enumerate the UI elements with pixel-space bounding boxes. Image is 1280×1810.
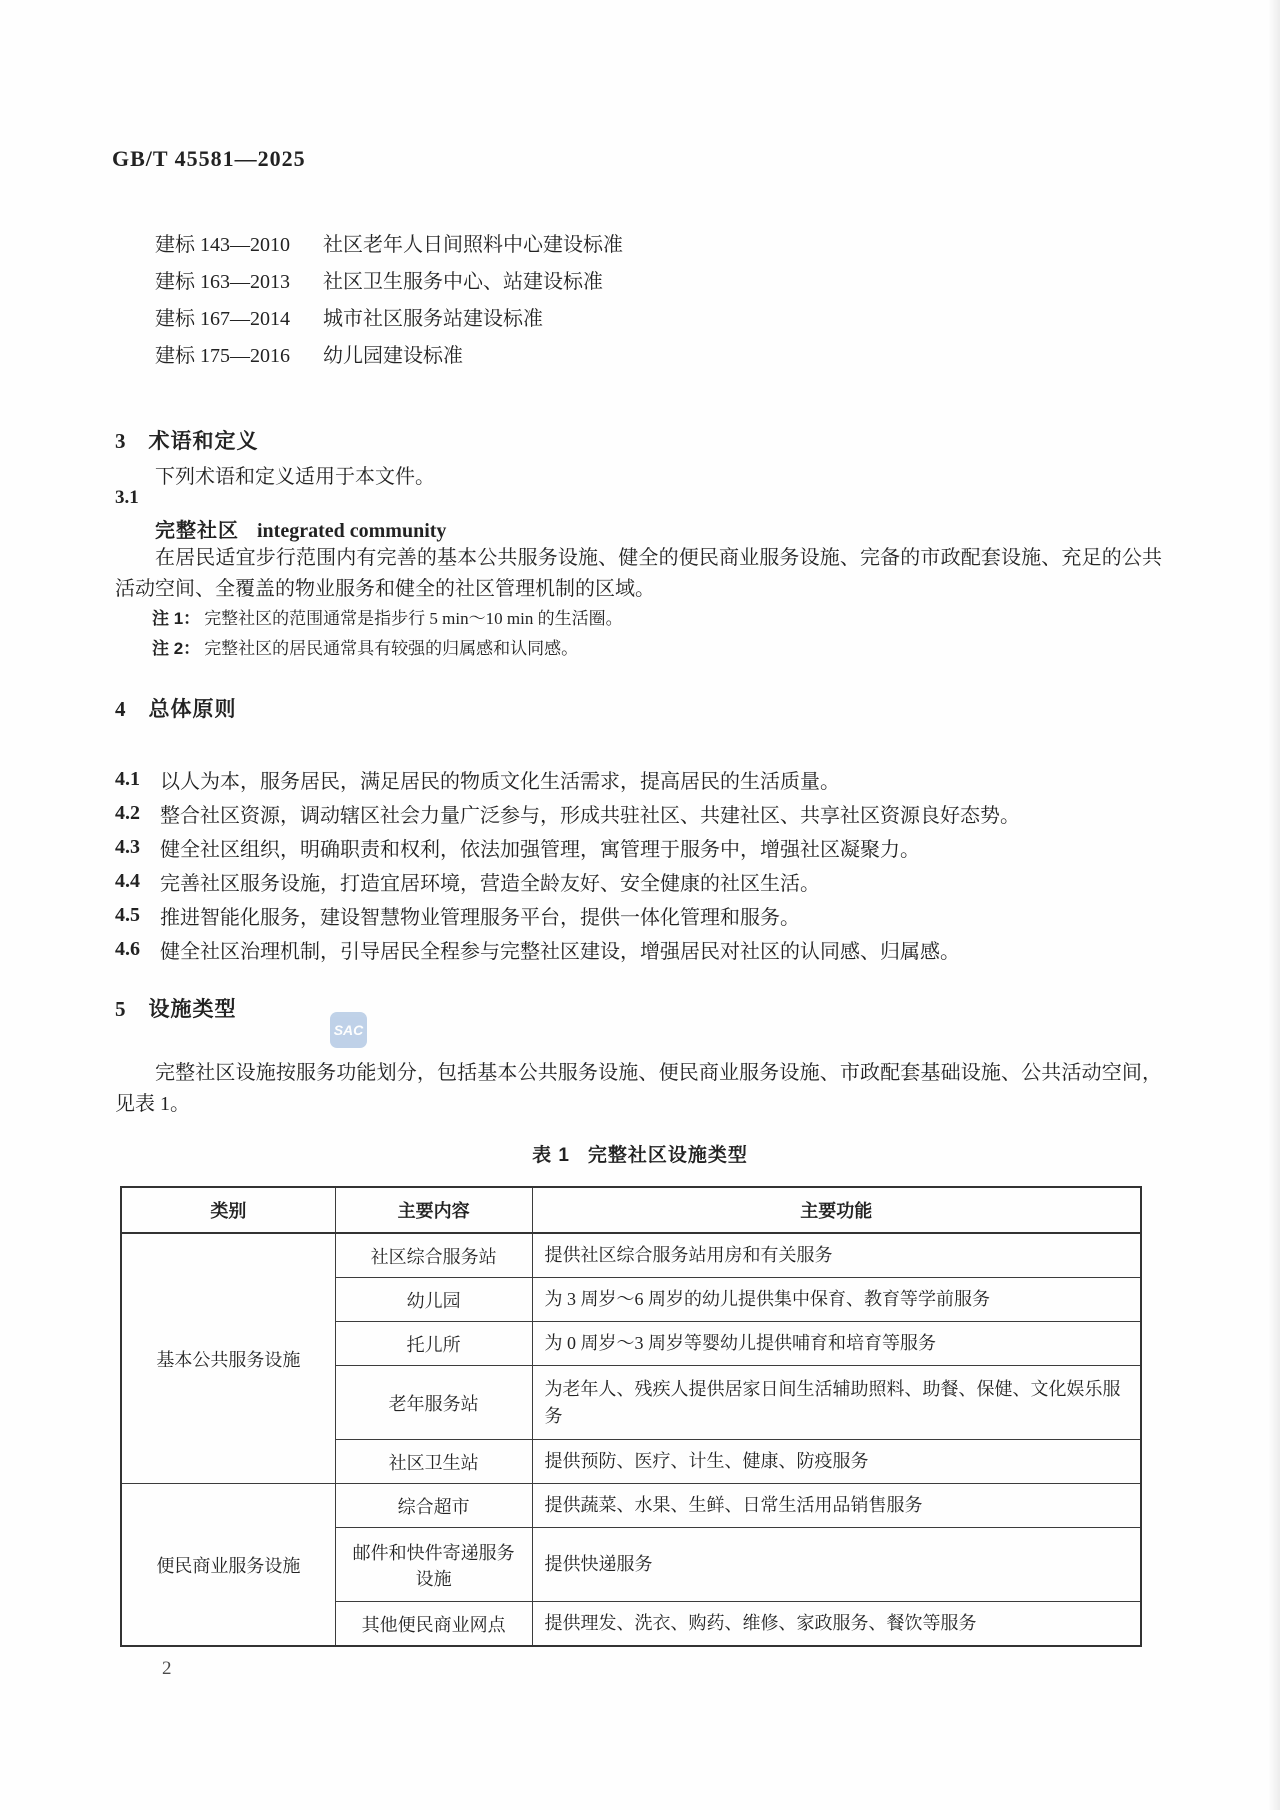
reference-item: [155, 298, 623, 335]
terms-intro-paragraph: 下列术语和定义适用于本文件。: [155, 466, 435, 488]
clause-number: 4.5: [115, 903, 140, 926]
term-notes: [152, 604, 623, 664]
note-text: 完整社区的居民通常具有较强的归属感和认同感。: [204, 639, 579, 658]
function-cell: 提供预防、医疗、计生、健康、防疫服务: [532, 1440, 1141, 1484]
clause-text: 推进智能化服务，建设智慧物业管理服务平台，提供一体化管理和服务。: [160, 906, 800, 929]
category-cell: 便民商业服务设施: [121, 1484, 335, 1647]
table-1-caption: [0, 1140, 1280, 1167]
reference-code: 建标 143—2010: [155, 234, 290, 256]
note-label: 注 1：: [152, 609, 201, 628]
item-cell: 社区综合服务站: [335, 1233, 532, 1278]
note-text: 完整社区的范围通常是指步行 5 min～10 min 的生活圈。: [204, 609, 623, 628]
function-cell: 为 3 周岁～6 周岁的幼儿提供集中保育、教育等学前服务: [532, 1278, 1141, 1322]
function-cell: 为老年人、残疾人提供居家日间生活辅助照料、助餐、保健、文化娱乐服务: [532, 1366, 1141, 1440]
principle-item: [115, 796, 1170, 830]
section-number: 3: [115, 429, 127, 453]
clause-text: 健全社区组织，明确职责和权利，依法加强管理，寓管理于服务中，增强社区凝聚力。: [160, 838, 920, 861]
item-cell: 其他便民商业网点: [335, 1602, 532, 1647]
term-name-zh: 完整社区: [155, 520, 239, 542]
general-principles-list: [115, 762, 1170, 966]
reference-title: 幼儿园建设标准: [323, 345, 463, 367]
reference-title: 社区老年人日间照料中心建设标准: [323, 234, 623, 256]
sac-watermark-logo: SAC: [330, 1012, 367, 1048]
reference-item: [155, 224, 623, 261]
principle-item: [115, 762, 1170, 796]
clause-number: 4.2: [115, 801, 140, 824]
clause-number: 4.4: [115, 869, 140, 892]
table-row: [121, 1484, 1141, 1528]
item-cell: 邮件和快件寄递服务设施: [335, 1528, 532, 1602]
item-cell: 托儿所: [335, 1322, 532, 1366]
section-number: 5: [115, 997, 127, 1021]
item-cell: 幼儿园: [335, 1278, 532, 1322]
clause-number: 4.3: [115, 835, 140, 858]
clause-number: 4.6: [115, 937, 140, 960]
facility-types-paragraph: 完整社区设施按服务功能划分，包括基本公共服务设施、便民商业服务设施、市政配套基础设施、公共活动空间，见表 1。: [115, 1062, 1162, 1115]
principle-item: [115, 830, 1170, 864]
section-5-heading: [115, 993, 237, 1023]
principle-item: [115, 932, 1170, 966]
facility-table: [120, 1186, 1142, 1647]
reference-item: [155, 261, 623, 298]
clause-number: 4.1: [115, 767, 140, 790]
term-definition: 在居民适宜步行范围内有完善的基本公共服务设施、健全的便民商业服务设施、完备的市政配套设施、充足的公共活动空间、全覆盖的物业服务和健全的社区管理机制的区域。: [115, 547, 1162, 600]
item-cell: 老年服务站: [335, 1366, 532, 1440]
page-number: 2: [162, 1658, 172, 1679]
note-label: 注 2：: [152, 639, 201, 658]
section-number: 4: [115, 697, 127, 721]
principle-item: [115, 898, 1170, 932]
reference-title: 社区卫生服务中心、站建设标准: [323, 271, 603, 293]
standard-code-header: GB/T 45581—2025: [112, 146, 306, 171]
table-caption-label: 表 1: [532, 1145, 570, 1166]
item-cell: 社区卫生站: [335, 1440, 532, 1484]
reference-code: 建标 175—2016: [155, 345, 290, 367]
reference-code: 建标 167—2014: [155, 308, 290, 330]
col-header-category: 类别: [121, 1187, 335, 1233]
normative-references-list: [155, 224, 623, 372]
category-cell: 基本公共服务设施: [121, 1233, 335, 1484]
section-title: 设施类型: [148, 998, 237, 1021]
term-number: 3.1: [115, 487, 139, 508]
item-cell: 综合超市: [335, 1484, 532, 1528]
function-cell: 提供快递服务: [532, 1528, 1141, 1602]
note-2: [152, 634, 623, 664]
function-cell: 提供蔬菜、水果、生鲜、日常生活用品销售服务: [532, 1484, 1141, 1528]
col-header-function: 主要功能: [532, 1187, 1141, 1233]
function-cell: 提供理发、洗衣、购药、维修、家政服务、餐饮等服务: [532, 1602, 1141, 1647]
term-name-en: integrated community: [257, 520, 447, 542]
table-header-row: [121, 1187, 1141, 1233]
reference-item: [155, 335, 623, 372]
table-caption-title: 完整社区设施类型: [587, 1145, 748, 1166]
reference-code: 建标 163—2013: [155, 271, 290, 293]
clause-text: 整合社区资源，调动辖区社会力量广泛参与，形成共驻社区、共建社区、共享社区资源良好态势。: [160, 804, 1020, 827]
reference-title: 城市社区服务站建设标准: [323, 308, 543, 330]
col-header-content: 主要内容: [335, 1187, 532, 1233]
section-title: 术语和定义: [148, 430, 259, 453]
section-3-heading: [115, 425, 259, 455]
term-name-line: [155, 514, 446, 543]
section-title: 总体原则: [148, 698, 237, 721]
clause-text: 健全社区治理机制，引导居民全程参与完整社区建设，增强居民对社区的认同感、归属感。: [160, 940, 960, 963]
table-row: [121, 1233, 1141, 1278]
clause-text: 以人为本，服务居民，满足居民的物质文化生活需求，提高居民的生活质量。: [160, 770, 840, 793]
principle-item: [115, 864, 1170, 898]
note-1: [152, 604, 623, 634]
function-cell: 提供社区综合服务站用房和有关服务: [532, 1233, 1141, 1278]
clause-text: 完善社区服务设施，打造宜居环境，营造全龄友好、安全健康的社区生活。: [160, 872, 820, 895]
section-4-heading: [115, 693, 237, 723]
function-cell: 为 0 周岁～3 周岁等婴幼儿提供哺育和培育等服务: [532, 1322, 1141, 1366]
